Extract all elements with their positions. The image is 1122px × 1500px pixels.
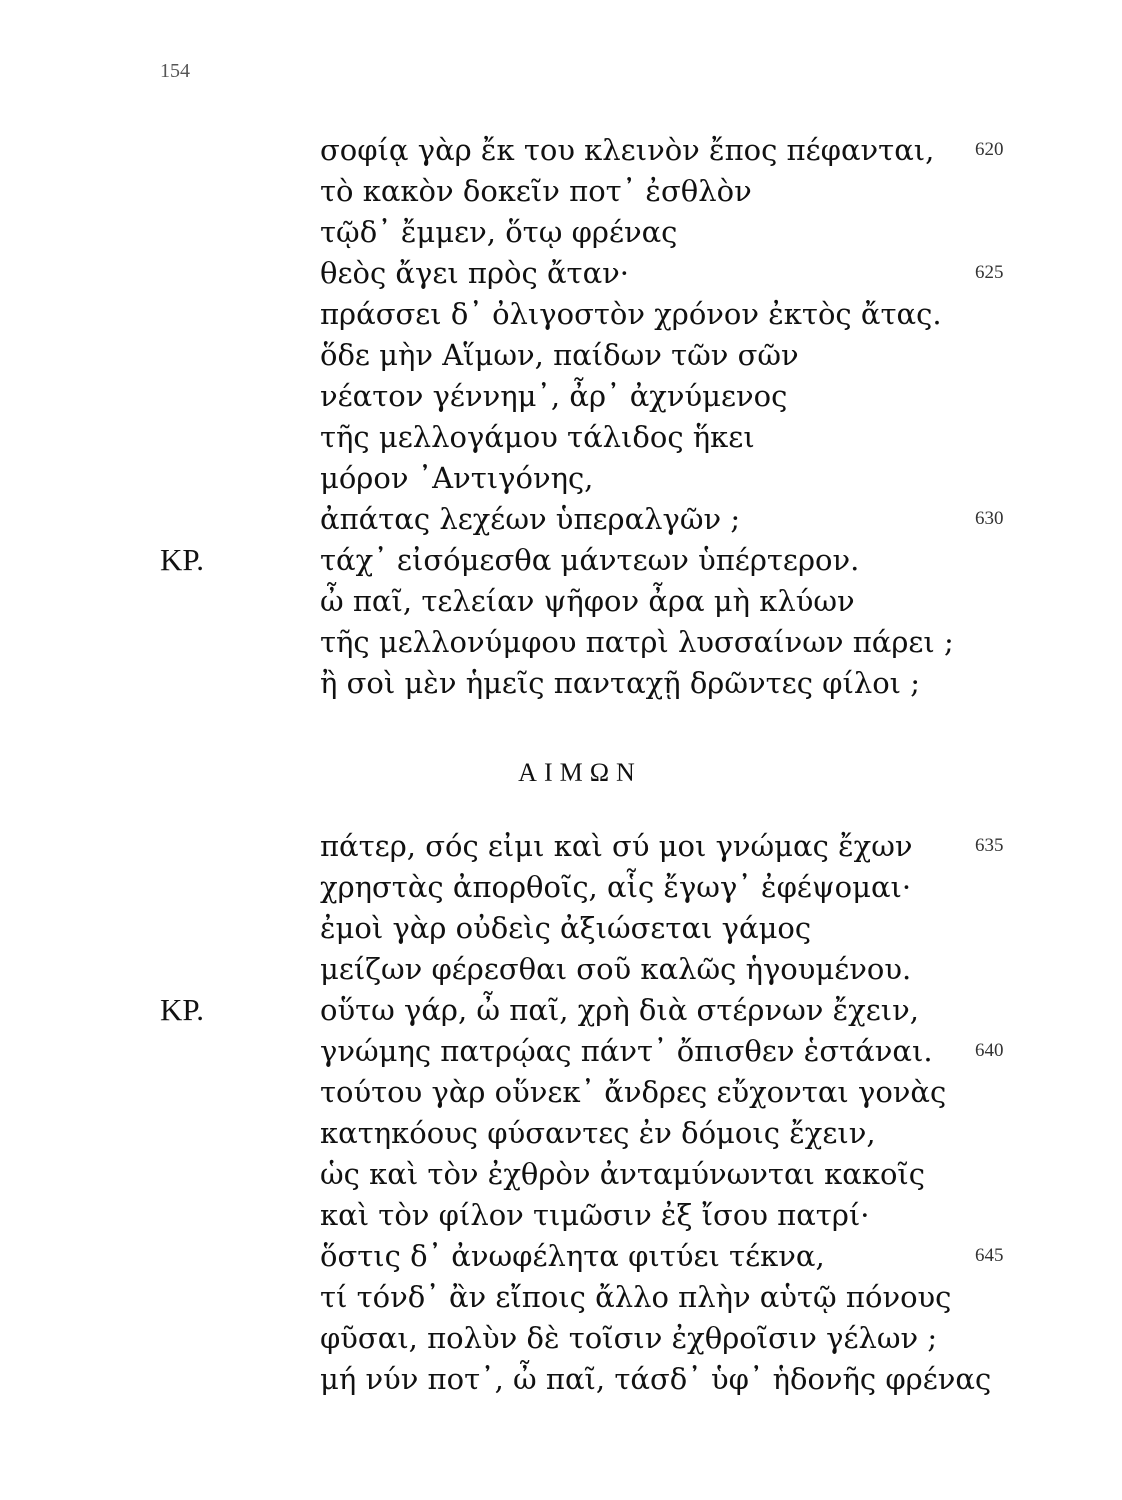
verse-line: φῦσαι, πολὺν δὲ τοῖσιν ἐχθροῖσιν γέλων ; — [320, 1321, 938, 1355]
line-number: 645 — [975, 1245, 1004, 1266]
verse-line: τὸ κακὸν δοκεῖν ποτ᾽ ἐσθλὸν — [320, 174, 752, 208]
verse-line: σοφίᾳ γὰρ ἔκ του κλεινὸν ἔπος πέφανται, — [320, 133, 935, 167]
speaker-heading: ΑΙΜΩΝ — [518, 758, 642, 787]
verse-line: μόρον ᾿Αντιγόνης, — [320, 461, 594, 495]
line-number: 630 — [975, 508, 1004, 529]
verse-line: τί τόνδ᾽ ἂν εἴποις ἄλλο πλὴν αὑτῷ πόνους — [320, 1280, 952, 1314]
verse-line: καὶ τὸν φίλον τιμῶσιν ἐξ ἴσου πατρί· — [320, 1198, 870, 1232]
verse-line: πάτερ, σός εἰμι καὶ σύ μοι γνώμας ἔχων — [320, 829, 913, 863]
verse-line: γνώμης πατρῴας πάντ᾽ ὄπισθεν ἑστάναι. — [320, 1034, 933, 1068]
verse-line: ἢ σοὶ μὲν ἡμεῖς πανταχῇ δρῶντες φίλοι ; — [320, 666, 921, 700]
verse-line: πράσσει δ᾽ ὀλιγοστὸν χρόνον ἐκτὸς ἄτας. — [320, 297, 942, 331]
verse-line: θεὸς ἄγει πρὸς ἄταν· — [320, 256, 630, 290]
verse-line: τῆς μελλογάμου τάλιδος ἥκει — [320, 420, 755, 454]
verse-line: οὕτω γάρ, ὦ παῖ, χρὴ διὰ στέρνων ἔχειν, — [320, 993, 919, 1027]
line-number: 635 — [975, 835, 1004, 856]
verse-line: τάχ᾽ εἰσόμεσθα μάντεων ὑπέρτερον. — [320, 543, 860, 577]
verse-line: τῆς μελλονύμφου πατρὶ λυσσαίνων πάρει ; — [320, 625, 954, 659]
verse-line: τούτου γὰρ οὕνεκ᾽ ἄνδρες εὔχονται γονὰς — [320, 1075, 947, 1109]
verse-line: ὅστις δ᾽ ἀνωφέλητα φιτύει τέκνα, — [320, 1239, 825, 1273]
line-number: 620 — [975, 139, 1004, 160]
verse-line: χρηστὰς ἀπορθοῖς, αἷς ἔγωγ᾽ ἐφέψομαι· — [320, 870, 912, 904]
line-number: 640 — [975, 1040, 1004, 1061]
verse-line: μείζων φέρεσθαι σοῦ καλῶς ἡγουμένου. — [320, 952, 912, 986]
verse-line: ὡς καὶ τὸν ἐχθρὸν ἀνταμύνωνται κακοῖς — [320, 1157, 926, 1191]
verse-line: κατηκόους φύσαντες ἐν δόμοις ἔχειν, — [320, 1116, 876, 1150]
verse-line: μή νύν ποτ᾽, ὦ παῖ, τάσδ᾽ ὑφ᾽ ἡδονῆς φρένας — [320, 1362, 992, 1396]
verse-line: ἐμοὶ γὰρ οὐδεὶς ἀξιώσεται γάμος — [320, 911, 812, 945]
verse-line: νέατον γέννημ᾽, ἆρ᾽ ἀχνύμενος — [320, 379, 788, 413]
verse-line: τῷδ᾽ ἔμμεν, ὅτῳ φρένας — [320, 215, 678, 249]
page-number: 154 — [160, 60, 190, 82]
verse-line: ὦ παῖ, τελείαν ψῆφον ἆρα μὴ κλύων — [320, 584, 855, 618]
verse-line: ἀπάτας λεχέων ὑπεραλγῶν ; — [320, 502, 741, 536]
speaker-label: ΚΡ. — [160, 992, 204, 1027]
line-number: 625 — [975, 262, 1004, 283]
verse-line: ὅδε μὴν Αἵμων, παίδων τῶν σῶν — [320, 338, 799, 372]
speaker-label: ΚΡ. — [160, 542, 204, 577]
